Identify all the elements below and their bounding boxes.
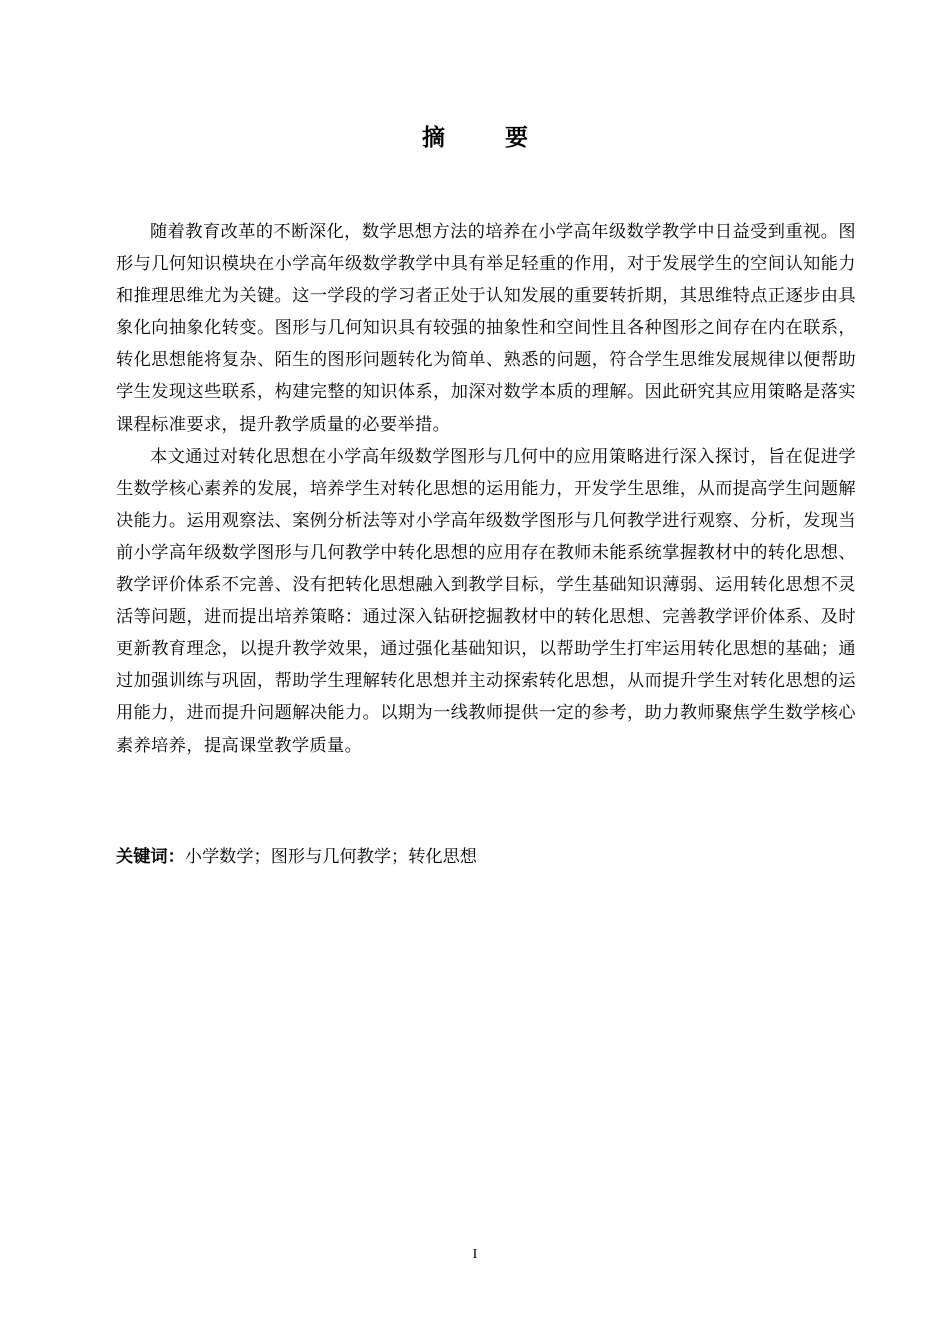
keywords-line <box>116 842 856 872</box>
keywords-text: 小学数学；图形与几何教学；转化思想 <box>184 847 477 867</box>
keywords-label: 关键词： <box>116 847 185 867</box>
abstract-title: 摘 要 <box>421 125 554 151</box>
page-number: I <box>472 1247 478 1262</box>
abstract-paragraph-2: 本文通过对转化思想在小学高年级数学图形与几何中的应用策略进行深入探讨，旨在促进学生数学核心素养的发展，培养学生对转化思想的运用能力，开发学生思维，从而提高学生问题解决能力。运用观察法、案例分析法等对小学高年级数学图形与几何教学进行观察、分析，发现当前小学高年级数学图形与几何教学中转化思想的应用存在教师未能系统掌握教材中的转化思想、教学评价体系不完善、没有把转化思想融入到教学目标，学生基础知识薄弱、运用转化思想不灵活等问题，进而提出培养策略：通过深入钻研挖掘教材中的转化思想、完善教学评价体系、及时更新教育理念，以提升教学效果，通过强化基础知识，以帮助学生打牢运用转化思想的基础；通过加强训练与巩固，帮助学生理解转化思想并主动探索转化思想，从而提升学生对转化思想的运用能力，进而提升问题解决能力。以期为一线教师提供一定的参考，助力教师聚焦学生数学核心素养培养，提高课堂教学质量。 <box>116 446 856 756</box>
abstract-paragraph-1: 随着教育改革的不断深化，数学思想方法的培养在小学高年级数学教学中日益受到重视。图形与几何知识模块在小学高年级数学教学中具有举足轻重的作用，对于发展学生的空间认知能力和推理思维尤为关键。这一学段的学习者正处于认知发展的重要转折期，其思维特点正逐步由具象化向抽象化转变。图形与几何知识具有较强的抽象性和空间性且各种图形之间存在内在联系，转化思想能将复杂、陌生的图形问题转化为简单、熟悉的问题，符合学生思维发展规律以便帮助学生发现这些联系，构建完整的知识体系，加深对数学本质的理解。因此研究其应用策略是落实课程标准要求，提升教学质量的必要举措。 <box>116 222 856 435</box>
abstract-body <box>116 216 856 762</box>
